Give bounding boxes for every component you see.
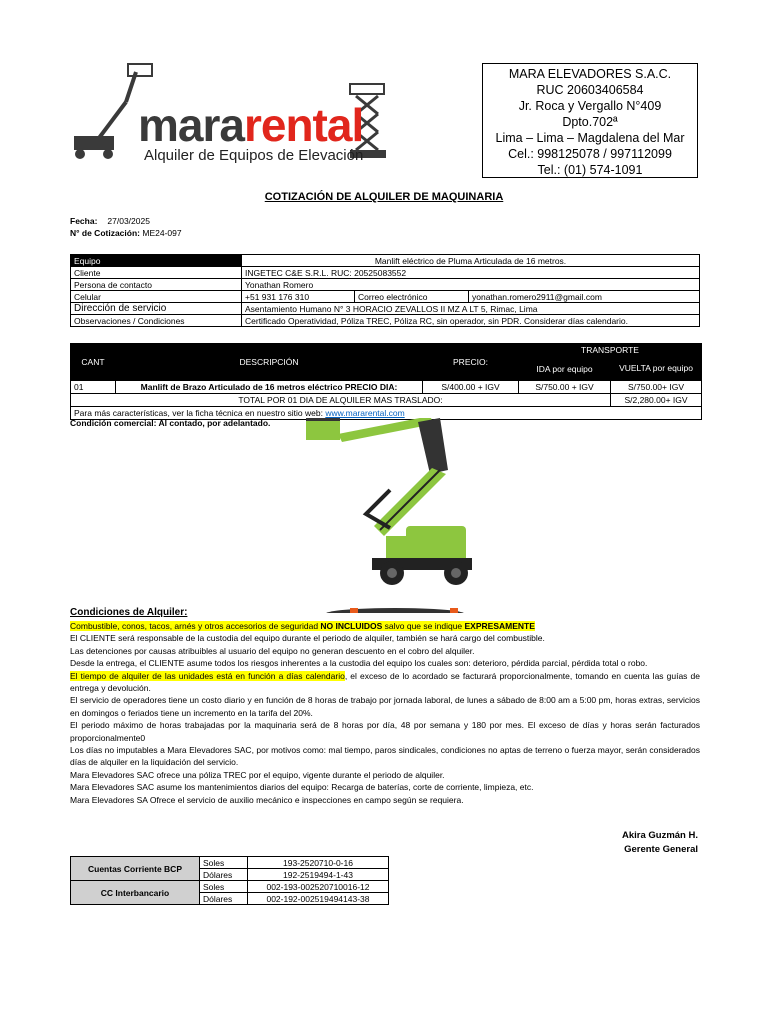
conditions-title: Condiciones de Alquiler: — [70, 607, 188, 618]
row-vuelta: S/750.00+ IGV — [611, 381, 702, 394]
col-vuelta-header: VUELTA por equipo — [611, 357, 702, 381]
row-ida: S/750.00 + IGV — [519, 381, 611, 394]
condition-item: El CLIENTE será responsable de la custodia del equipo durante el periodo de alquiler, también se hará cargo del combustible. — [70, 633, 545, 644]
condition-item: Combustible, conos, tacos, arnés y otros accesorios de seguridad NO INCLUIDOS salvo que se indique EXPRESAMENTE — [70, 621, 535, 631]
company-tel: Tel.: (01) 574-1091 — [537, 163, 643, 177]
obs-label: Observaciones / Condiciones — [71, 315, 242, 327]
company-address-dept: Dpto.702ª — [562, 115, 618, 129]
celular-value: +51 931 176 310 — [242, 291, 355, 303]
company-info-box — [482, 63, 698, 178]
company-name: MARA ELEVADORES S.A.C. — [508, 67, 672, 81]
contacto-value: Yonathan Romero — [242, 279, 700, 291]
condition-item: Mara Elevadores SAC ofrece una póliza TREC por el equipo, vigente durante el periodo de alquiler. — [70, 769, 445, 780]
col-transporte-header: TRANSPORTE — [519, 344, 702, 357]
cci-soles-account: 002-193-002520710016-12 — [248, 881, 389, 893]
row-desc: Manlift de Brazo Articulado de 16 metros eléctrico PRECIO DIA: — [116, 381, 423, 394]
company-ruc: RUC 20603406584 — [536, 83, 644, 97]
signer-name: Akira Guzmán H. — [621, 830, 698, 841]
currency-soles: Soles — [200, 881, 248, 893]
date-line: Fecha: 27/03/2025 — [70, 216, 150, 226]
condition-item: Mara Elevadores SAC asume los mantenimientos diarios del equipo: Recarga de baterías, corte de corriente, limpieza, etc. — [70, 782, 534, 793]
brand-tagline: Alquiler de Equipos de Elevación — [144, 147, 364, 164]
obs-value: Certificado Operatividad, Póliza TREC, Póliza RC, sin operador, sin PDR. Considerar días calendario. — [242, 315, 700, 327]
correo-value: yonathan.romero2911@gmail.com — [469, 291, 700, 303]
quote-number-line: N° de Cotización: ME24-097 — [70, 228, 182, 238]
bcp-soles-account: 193-2520710-0-16 — [248, 857, 389, 869]
col-precio-header: PRECIO: — [423, 344, 519, 381]
celular-label: Celular — [71, 291, 242, 303]
more-info-row: Para más características, ver la ficha técnica en nuestro sitio web: www.mararental.com — [71, 407, 702, 420]
direccion-value: Asentamiento Humano N° 3 HORACIO ZEVALLOS II MZ A LT 5, Rimac, Lima — [242, 303, 700, 315]
condition-item: Los días no imputables a Mara Elevadores SAC, por motivos como: mal tiempo, paros sindicales, condiciones no aptas de terreno o fuerza mayor, serán considerados días de alquiler en la liquidación del servicio. — [70, 745, 700, 768]
signature-block — [560, 829, 698, 857]
cliente-label: Cliente — [71, 267, 242, 279]
signer-role: Gerente General — [624, 844, 698, 855]
bank-accounts-table — [70, 856, 389, 905]
correo-label: Correo electrónico — [355, 291, 469, 303]
equipo-value: Manlift eléctrico de Pluma Articulada de 16 metros. — [242, 255, 700, 267]
boom-lift-machine-image — [300, 418, 490, 613]
contacto-label: Persona de contacto — [71, 279, 242, 291]
bcp-dolares-account: 192-2519494-1-43 — [248, 869, 389, 881]
cliente-value: INGETEC C&E S.R.L. RUC: 20525083552 — [242, 267, 700, 279]
condition-item: Desde la entrega, el CLIENTE asume todos los riesgos inherentes a la custodia del equipo los cuales son: deterioro, pérdida parcial, pérdida total o robo. — [70, 658, 648, 669]
condition-item: Mara Elevadores SA Ofrece el servicio de auxilio mecánico e inspecciones en campo según se requiera. — [70, 794, 464, 805]
currency-dolares: Dólares — [200, 893, 248, 905]
company-city: Lima – Lima – Magdalena del Mar — [495, 131, 685, 145]
col-ida-header: IDA por equipo — [519, 357, 611, 381]
direccion-label: Dirección de servicio — [71, 303, 242, 315]
row-precio: S/400.00 + IGV — [423, 381, 519, 394]
document-title: COTIZACIÓN DE ALQUILER DE MAQUINARIA — [264, 191, 504, 203]
condition-item: El periodo máximo de horas trabajadas por la maquinaria será de 8 horas por día, 48 por semana y 180 por mes. El exceso de días y horas serán facturados proporcionalmente0 — [70, 720, 700, 743]
total-value: S/2,280.00+ IGV — [611, 394, 702, 407]
currency-dolares: Dólares — [200, 869, 248, 881]
condition-item: El tiempo de alquiler de las unidades está en función a días calendario, el exceso de lo acordado se facturará proporcionalmente, tomando en cuenta las guías de entrega y devolución. — [70, 670, 700, 694]
cci-dolares-account: 002-192-002519494143-38 — [248, 893, 389, 905]
equipo-label: Equipo — [71, 255, 242, 267]
col-desc-header: DESCRIPCIÓN — [116, 344, 423, 381]
total-label: TOTAL POR 01 DIA DE ALQUILER MAS TRASLADO: — [71, 394, 611, 407]
currency-soles: Soles — [200, 857, 248, 869]
brand-wordmark: mararental — [138, 99, 364, 151]
bcp-label: Cuentas Corriente BCP — [71, 857, 200, 881]
col-cant-header: CANT — [71, 344, 116, 381]
cci-label: CC Interbancario — [71, 881, 200, 905]
condition-item: El servicio de operadores tiene un costo diario y en función de 8 horas de trabajo por jornada laboral, de lunes a sábado de 8:00 am a 5:00 pm, horas extras, servicios en domingos o feriados tiene un incremento en la tarifa del 20%. — [70, 695, 700, 718]
conditions-list — [70, 620, 700, 806]
company-address: Jr. Roca y Vergallo N°409 — [518, 99, 662, 113]
condition-item: Las detenciones por causas atribuibles al usuario del equipo no generan descuento en el cobro del alquiler. — [70, 645, 475, 656]
commercial-condition: Condición comercial: Al contado, por adelantado. — [70, 418, 271, 428]
row-cant: 01 — [71, 381, 116, 394]
quote-table — [70, 343, 702, 420]
client-info-table — [70, 254, 700, 327]
company-logo — [66, 62, 396, 180]
company-cel: Cel.: 998125078 / 997112099 — [508, 147, 672, 161]
website-link[interactable]: www.mararental.com — [325, 408, 405, 418]
